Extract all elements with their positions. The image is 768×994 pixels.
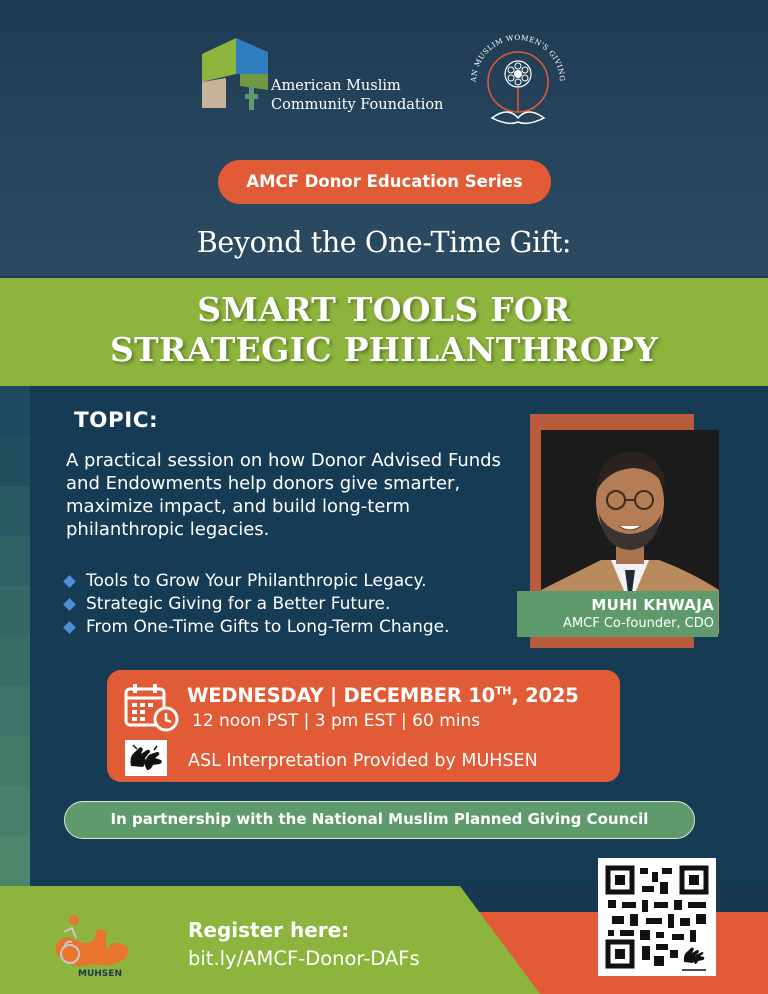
topic-description: A practical session on how Donor Advised Funds and Endowments help donors give smarter, maximize impact, and build long-term philanthropic legacies. [66,450,501,540]
diamond-bullet-icon [63,621,76,634]
event-time: 12 noon PST | 3 pm EST | 60 mins [192,711,481,731]
side-mosaic [0,386,30,886]
partnership-banner: In partnership with the National Muslim Planned Giving Council [64,801,695,839]
amcf-logo [196,34,446,114]
speaker-name: MUHI KHWAJA [591,596,714,614]
main-title-line2: STRATEGIC PHILANTHROPY [110,330,658,369]
topic-heading: TOPIC: [74,408,159,433]
diamond-bullet-icon [63,598,76,611]
list-item [62,570,450,593]
org-name-line2: Community Foundation [271,97,444,113]
main-title-line1: SMART TOOLS FOR [197,290,571,329]
qr-code[interactable] [598,858,716,976]
amcf-house-icon [196,34,276,114]
asl-note: ASL Interpretation Provided by MUHSEN [188,751,538,771]
giving-circle-logo [464,26,572,138]
register-link[interactable]: bit.ly/AMCF-Donor-DAFs [188,947,420,970]
topic-bullets [62,570,450,639]
sign-language-icon [125,740,167,776]
svg-text:AMERICAN MUSLIM WOMEN'S GIVING: AN MUSLIM WOMEN'S GIVING [468,32,568,83]
org-name-line1: American Muslim [271,78,401,94]
calendar-clock-icon [124,683,180,733]
event-date-year: , 2025 [511,684,579,707]
pre-title: Beyond the One-Time Gift: [196,226,572,259]
diamond-bullet-icon [63,575,76,588]
register-label: Register here: [188,918,350,942]
bullet-text: Tools to Grow Your Philanthropic Legacy. [86,571,427,591]
event-date [187,684,579,707]
bullet-text: From One-Time Gifts to Long-Term Change. [86,617,450,637]
svg-text:MUHSEN: MUHSEN [78,969,122,979]
speaker-role: AMCF Co-founder, CDO [563,616,714,631]
speaker-nameplate [517,591,718,637]
bullet-text: Strategic Giving for a Better Future. [86,594,391,614]
main-title [0,290,768,370]
list-item [62,593,450,616]
series-badge: AMCF Donor Education Series [218,160,551,204]
list-item [62,616,450,639]
event-date-suffix: TH [495,684,512,698]
muhsen-logo [42,910,152,980]
event-date-main: WEDNESDAY | DECEMBER 10 [187,684,495,707]
